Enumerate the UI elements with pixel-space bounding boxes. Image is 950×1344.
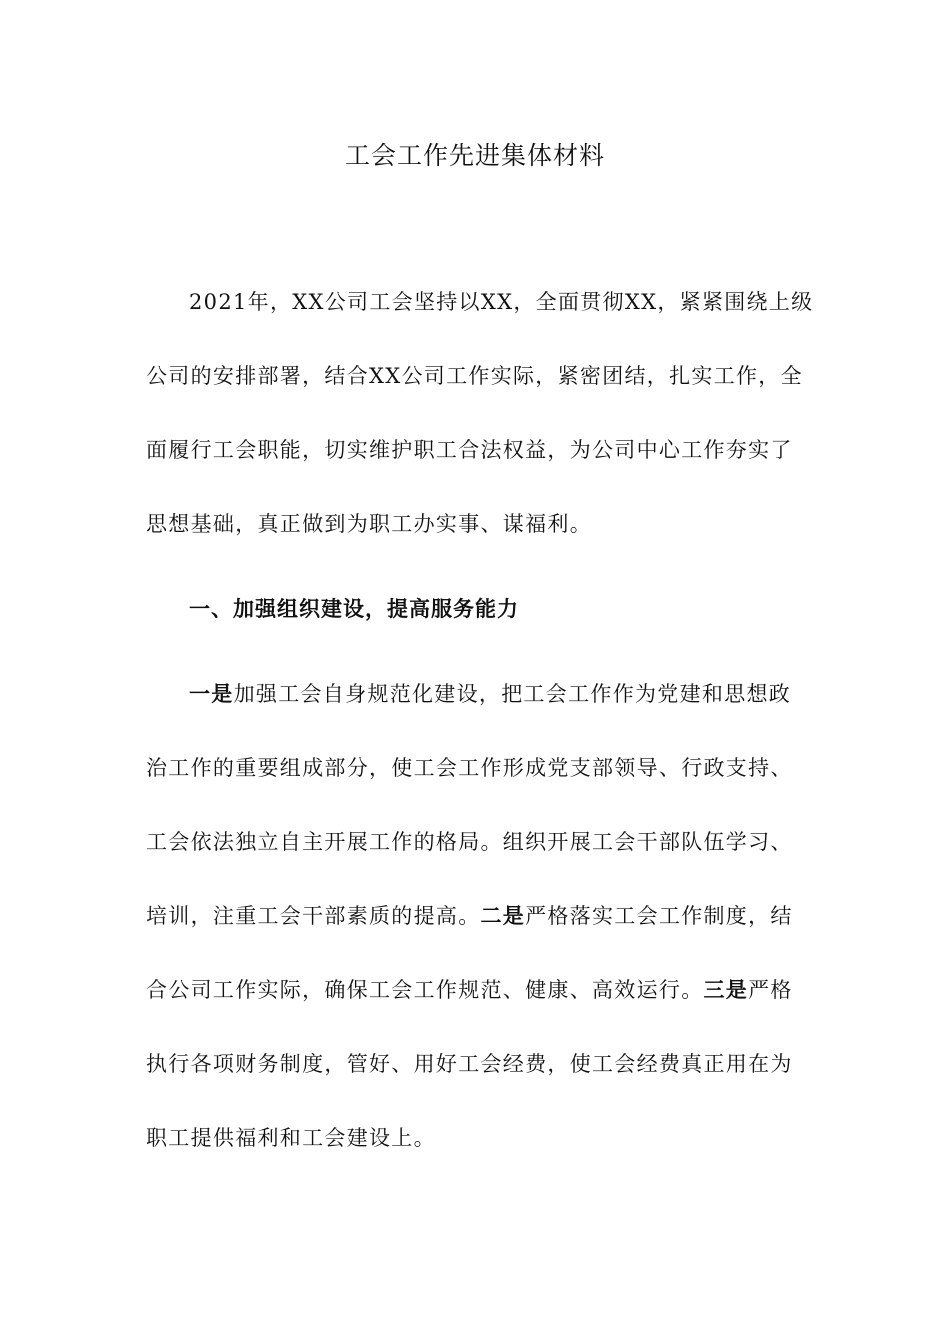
section1-line-1 bbox=[189, 679, 849, 709]
document-title: 工会工作先进集体材料 bbox=[344, 141, 605, 170]
intro-line-1: 2021年，XX公司工会坚持以XX，全面贯彻XX，紧紧围绕上级 bbox=[189, 290, 814, 314]
bold-marker-first: 一是 bbox=[189, 682, 234, 706]
intro-line-2: 公司的安排部署，结合XX公司工作实际，紧密团结，扎实工作，全 bbox=[146, 364, 803, 388]
section1-line-4-post: 严格落实工会工作制度，结 bbox=[525, 904, 793, 928]
section1-line-4 bbox=[146, 901, 806, 931]
section1-line-6: 执行各项财务制度，管好、用好工会经费，使工会经费真正用在为 bbox=[146, 1052, 793, 1076]
section1-line-5-pre: 合公司工作实际，确保工会工作规范、健康、高效运行。 bbox=[146, 978, 704, 1002]
section1-line-5-post: 严格 bbox=[748, 978, 793, 1002]
intro-line-4: 思想基础，真正做到为职工办实事、谋福利。 bbox=[146, 512, 592, 536]
bold-marker-second: 二是 bbox=[480, 904, 526, 928]
section1-line-5 bbox=[146, 975, 806, 1005]
section1-line-2: 治工作的重要组成部分，使工会工作形成党支部领导、行政支持、 bbox=[146, 756, 793, 780]
section1-line-7: 职工提供福利和工会建设上。 bbox=[146, 1126, 436, 1150]
section1-line-3: 工会依法独立自主开展工作的格局。组织开展工会干部队伍学习、 bbox=[146, 830, 793, 854]
section1-line-4-pre: 培训，注重工会干部素质的提高。 bbox=[146, 904, 481, 928]
intro-line-3: 面履行工会职能，切实维护职工合法权益，为公司中心工作夯实了 bbox=[146, 438, 793, 462]
bold-marker-third: 三是 bbox=[703, 978, 749, 1002]
section1-line-1-text: 加强工会自身规范化建设，把工会工作作为党建和思想政 bbox=[233, 682, 792, 706]
section-heading-1: 一、加强组织建设，提高服务能力 bbox=[189, 597, 519, 621]
